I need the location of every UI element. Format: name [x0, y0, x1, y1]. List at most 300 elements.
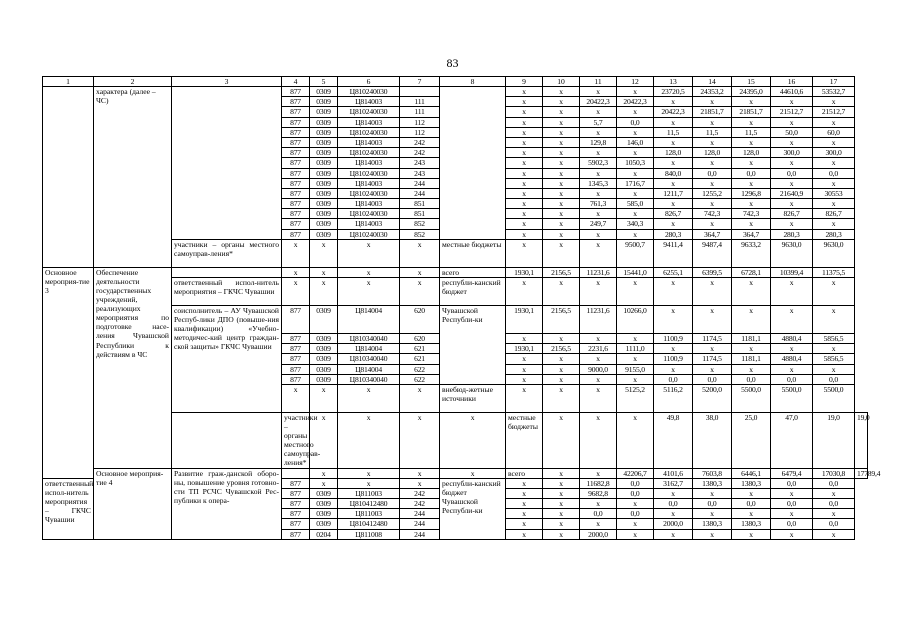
value-cell: x: [543, 384, 580, 412]
value-cell: 280,3: [771, 229, 813, 239]
value-cell: x: [543, 127, 580, 137]
value-cell: x: [693, 278, 732, 306]
code-cell: 243: [400, 168, 440, 178]
value-cell: x: [580, 519, 617, 529]
code-cell: x: [338, 384, 400, 412]
value-cell: 9155,0: [617, 364, 654, 374]
code-cell: 877: [282, 178, 310, 188]
value-cell: 5200,0: [693, 384, 732, 412]
code-cell: 877: [282, 158, 310, 168]
value-cell: x: [580, 412, 617, 468]
value-cell: 0,0: [693, 374, 732, 384]
value-cell: 5500,0: [813, 384, 855, 412]
funding-source-cell: внебюд-жетные источники: [440, 384, 506, 412]
value-cell: x: [693, 488, 732, 498]
code-cell: Ц810412480: [338, 499, 400, 509]
value-cell: x: [732, 117, 771, 127]
value-cell: 24395,0: [732, 87, 771, 97]
value-cell: 1930,1: [506, 306, 543, 334]
value-cell: x: [693, 117, 732, 127]
value-cell: 826,7: [771, 209, 813, 219]
value-cell: x: [654, 199, 693, 209]
value-cell: 11682,8: [580, 478, 617, 488]
value-cell: x: [771, 178, 813, 188]
value-cell: x: [506, 107, 543, 117]
value-cell: 2000,0: [654, 519, 693, 529]
value-cell: 5500,0: [732, 384, 771, 412]
value-cell: 0,0: [813, 499, 855, 509]
code-cell: Ц810412480: [338, 519, 400, 529]
value-cell: x: [543, 488, 580, 498]
code-cell: 877: [282, 364, 310, 374]
code-cell: 0309: [310, 178, 338, 188]
value-cell: x: [617, 148, 654, 158]
column-header: 16: [771, 77, 813, 87]
column-header: 17: [813, 77, 855, 87]
value-cell: 1930,1: [506, 344, 543, 354]
code-cell: 242: [400, 488, 440, 498]
value-cell: x: [506, 488, 543, 498]
table-row: [43, 468, 868, 478]
value-cell: 0,0: [617, 478, 654, 488]
funding-source-cell: местные бюджеты: [440, 239, 506, 267]
value-cell: 17030,8: [813, 468, 855, 478]
value-cell: x: [693, 344, 732, 354]
participant-cell: участники – органы местного самоуправ-ления*: [282, 412, 310, 468]
value-cell: 21851,7: [693, 107, 732, 117]
value-cell: 6255,1: [654, 267, 693, 277]
value-cell: 25,0: [732, 412, 771, 468]
code-cell: x: [310, 239, 338, 267]
code-cell: 877: [282, 488, 310, 498]
code-cell: 0309: [310, 97, 338, 107]
code-cell: x: [400, 239, 440, 267]
value-cell: 2156,5: [543, 344, 580, 354]
value-cell: x: [813, 488, 855, 498]
code-cell: 0309: [310, 188, 338, 198]
code-cell: 244: [400, 509, 440, 519]
value-cell: 0,0: [813, 374, 855, 384]
code-cell: x: [310, 267, 338, 277]
value-cell: x: [580, 168, 617, 178]
code-cell: 877: [282, 209, 310, 219]
value-cell: x: [580, 229, 617, 239]
value-cell: 20422,3: [617, 97, 654, 107]
code-cell: 877: [282, 127, 310, 137]
code-cell: Ц814003: [338, 199, 400, 209]
value-cell: x: [506, 87, 543, 97]
code-cell: Ц814003: [338, 158, 400, 168]
value-cell: x: [732, 488, 771, 498]
value-cell: 11,5: [654, 127, 693, 137]
code-cell: Ц814004: [338, 344, 400, 354]
value-cell: 1345,3: [580, 178, 617, 188]
budget-table: [42, 76, 881, 540]
value-cell: x: [617, 229, 654, 239]
value-cell: x: [654, 488, 693, 498]
value-cell: 761,3: [580, 199, 617, 209]
code-cell: Ц814003: [338, 219, 400, 229]
value-cell: x: [543, 107, 580, 117]
value-cell: 280,3: [654, 229, 693, 239]
value-cell: x: [543, 519, 580, 529]
value-cell: x: [813, 509, 855, 519]
value-cell: x: [543, 137, 580, 147]
column-header: 12: [617, 77, 654, 87]
code-cell: 0309: [310, 519, 338, 529]
value-cell: x: [617, 188, 654, 198]
value-cell: x: [580, 239, 617, 267]
value-cell: 60,0: [813, 127, 855, 137]
event-name-cell: Основное мероприя-тие 4: [94, 468, 172, 539]
value-cell: x: [813, 97, 855, 107]
code-cell: x: [440, 468, 506, 478]
value-cell: 4880,4: [771, 334, 813, 344]
value-cell: x: [813, 364, 855, 374]
value-cell: 249,7: [580, 219, 617, 229]
code-cell: x: [400, 468, 440, 478]
code-cell: Ц811003: [338, 488, 400, 498]
value-cell: 0,0: [617, 509, 654, 519]
code-cell: x: [400, 412, 440, 468]
value-cell: x: [580, 107, 617, 117]
value-cell: x: [617, 107, 654, 117]
funding-source-cell: всего: [506, 468, 543, 478]
value-cell: x: [771, 306, 813, 334]
code-cell: 0309: [310, 509, 338, 519]
value-cell: x: [654, 364, 693, 374]
value-cell: 11375,5: [813, 267, 855, 277]
value-cell: x: [732, 97, 771, 107]
value-cell: x: [506, 137, 543, 147]
code-cell: Ц810340040: [338, 374, 400, 384]
value-cell: x: [543, 239, 580, 267]
value-cell: x: [813, 178, 855, 188]
code-cell: 622: [400, 364, 440, 374]
code-cell: 877: [282, 117, 310, 127]
value-cell: x: [693, 364, 732, 374]
value-cell: x: [543, 412, 580, 468]
value-cell: x: [771, 158, 813, 168]
value-cell: 0,0: [771, 478, 813, 488]
value-cell: 49,8: [654, 412, 693, 468]
value-cell: x: [732, 529, 771, 539]
page-number: 83: [446, 56, 459, 70]
value-cell: 1111,0: [617, 344, 654, 354]
value-cell: 364,7: [693, 229, 732, 239]
code-cell: 852: [400, 229, 440, 239]
value-cell: 9630,0: [771, 239, 813, 267]
funding-source-cell: республи-канский бюджет Чувашской Республи-ки: [440, 478, 506, 539]
code-cell: Ц810240030: [338, 148, 400, 158]
value-cell: 6446,1: [732, 468, 771, 478]
value-cell: 4101,6: [654, 468, 693, 478]
value-cell: 9487,4: [693, 239, 732, 267]
value-cell: x: [654, 278, 693, 306]
value-cell: 1181,1: [732, 334, 771, 344]
value-cell: x: [543, 374, 580, 384]
value-cell: 1380,3: [732, 519, 771, 529]
code-cell: Ц814003: [338, 137, 400, 147]
value-cell: 826,7: [654, 209, 693, 219]
code-cell: 0309: [310, 137, 338, 147]
value-cell: 9633,2: [732, 239, 771, 267]
code-cell: Ц814004: [338, 306, 400, 334]
value-cell: 0,0: [813, 168, 855, 178]
value-cell: x: [732, 509, 771, 519]
value-cell: 6399,5: [693, 267, 732, 277]
value-cell: x: [771, 344, 813, 354]
value-cell: 5116,2: [654, 384, 693, 412]
value-cell: 10266,0: [617, 306, 654, 334]
value-cell: x: [771, 488, 813, 498]
code-cell: 244: [400, 529, 440, 539]
column-header: 13: [654, 77, 693, 87]
value-cell: 5856,5: [813, 354, 855, 364]
value-cell: x: [654, 178, 693, 188]
value-cell: 826,7: [813, 209, 855, 219]
value-cell: x: [617, 127, 654, 137]
value-cell: x: [506, 199, 543, 209]
value-cell: x: [617, 278, 654, 306]
code-cell: x: [440, 412, 506, 468]
value-cell: 0,0: [771, 374, 813, 384]
value-cell: x: [580, 374, 617, 384]
code-cell: 877: [282, 137, 310, 147]
code-cell: x: [338, 278, 400, 306]
value-cell: 2156,5: [543, 306, 580, 334]
value-cell: x: [506, 529, 543, 539]
value-cell: 5500,0: [771, 384, 813, 412]
code-cell: 0309: [310, 87, 338, 97]
value-cell: x: [506, 478, 543, 488]
value-cell: x: [617, 499, 654, 509]
code-cell: x: [338, 239, 400, 267]
event-name-cell: Основное мероприя-тие 3: [43, 267, 94, 478]
code-cell: x: [338, 468, 400, 478]
code-cell: 877: [282, 97, 310, 107]
value-cell: x: [580, 127, 617, 137]
value-cell: x: [506, 127, 543, 137]
value-cell: 9411,4: [654, 239, 693, 267]
value-cell: x: [543, 229, 580, 239]
code-cell: x: [282, 267, 310, 277]
value-cell: 50,0: [771, 127, 813, 137]
value-cell: x: [543, 87, 580, 97]
code-cell: 877: [282, 519, 310, 529]
value-cell: 0,0: [617, 117, 654, 127]
value-cell: 53532,7: [813, 87, 855, 97]
funding-source-cell: Чувашской Республи-ки: [440, 306, 506, 385]
code-cell: 0309: [310, 229, 338, 239]
code-cell: Ц814004: [338, 364, 400, 374]
code-cell: x: [338, 267, 400, 277]
code-cell: Ц814003: [338, 97, 400, 107]
code-cell: 877: [282, 334, 310, 344]
value-cell: 2231,6: [580, 344, 617, 354]
column-header: 11: [580, 77, 617, 87]
value-cell: 5125,2: [617, 384, 654, 412]
value-cell: 9682,8: [580, 488, 617, 498]
value-cell: x: [580, 354, 617, 364]
value-cell: 9000,0: [580, 364, 617, 374]
value-cell: x: [813, 117, 855, 127]
code-cell: 620: [400, 306, 440, 334]
value-cell: x: [771, 97, 813, 107]
participant-cell: участники – органы местного самоуправ-ления*: [172, 239, 282, 267]
value-cell: 1050,3: [617, 158, 654, 168]
value-cell: x: [732, 158, 771, 168]
value-cell: 0,0: [580, 509, 617, 519]
code-cell: x: [310, 468, 338, 478]
value-cell: 0,0: [771, 499, 813, 509]
value-cell: x: [732, 344, 771, 354]
value-cell: 30553: [813, 188, 855, 198]
code-cell: 0204: [310, 529, 338, 539]
value-cell: x: [617, 209, 654, 219]
value-cell: x: [771, 199, 813, 209]
value-cell: x: [693, 199, 732, 209]
code-cell: 0309: [310, 117, 338, 127]
value-cell: x: [813, 199, 855, 209]
value-cell: x: [771, 529, 813, 539]
code-cell: Ц810240030: [338, 188, 400, 198]
code-cell: [400, 87, 440, 97]
column-header: 4: [282, 77, 310, 87]
value-cell: 0,0: [654, 499, 693, 509]
value-cell: 44610,6: [771, 87, 813, 97]
column-header: 15: [732, 77, 771, 87]
participant-cell: ответственный испол-нитель мероприятия – ГКЧС Чувашии: [43, 478, 94, 539]
value-cell: x: [543, 499, 580, 509]
value-cell: x: [813, 306, 855, 334]
code-cell: x: [282, 239, 310, 267]
value-cell: x: [693, 97, 732, 107]
value-cell: x: [543, 97, 580, 107]
value-cell: x: [506, 334, 543, 344]
value-cell: x: [732, 306, 771, 334]
code-cell: 242: [400, 499, 440, 509]
value-cell: 21640,9: [771, 188, 813, 198]
value-cell: 21851,7: [732, 107, 771, 117]
value-cell: x: [506, 209, 543, 219]
value-cell: 5902,3: [580, 158, 617, 168]
code-cell: 242: [400, 137, 440, 147]
participant-cell: соисполнитель – АУ Чувашской Респуб-лики ДПО (повыше-ния квалификации) «Учебно-методичес-кий центр граждан-ской защиты» ГКЧС Чувашии: [172, 306, 282, 413]
code-cell: 877: [282, 509, 310, 519]
value-cell: x: [506, 158, 543, 168]
value-cell: 17789,4: [855, 468, 868, 478]
value-cell: 5856,5: [813, 334, 855, 344]
value-cell: x: [543, 529, 580, 539]
value-cell: x: [543, 188, 580, 198]
value-cell: x: [654, 97, 693, 107]
value-cell: 0,0: [813, 519, 855, 529]
code-cell: x: [338, 412, 400, 468]
code-cell: 0309: [310, 209, 338, 219]
value-cell: x: [693, 178, 732, 188]
value-cell: x: [732, 364, 771, 374]
value-cell: 42206,7: [617, 468, 654, 478]
value-cell: x: [506, 178, 543, 188]
value-cell: x: [506, 509, 543, 519]
value-cell: 840,0: [654, 168, 693, 178]
value-cell: x: [654, 306, 693, 334]
value-cell: 5,7: [580, 117, 617, 127]
value-cell: x: [506, 148, 543, 158]
value-cell: x: [543, 168, 580, 178]
code-cell: Ц810240030: [338, 127, 400, 137]
code-cell: 620: [400, 334, 440, 344]
value-cell: x: [506, 354, 543, 364]
value-cell: x: [813, 137, 855, 147]
value-cell: x: [506, 499, 543, 509]
value-cell: 11231,6: [580, 306, 617, 334]
value-cell: x: [617, 519, 654, 529]
value-cell: x: [771, 364, 813, 374]
value-cell: 1930,1: [506, 267, 543, 277]
value-cell: x: [506, 188, 543, 198]
value-cell: 340,3: [617, 219, 654, 229]
event-description-cell: характера (далее – ЧС): [94, 87, 172, 268]
value-cell: x: [543, 219, 580, 229]
value-cell: x: [771, 219, 813, 229]
code-cell: 0309: [310, 364, 338, 374]
code-cell: 111: [400, 107, 440, 117]
code-cell: 112: [400, 127, 440, 137]
funding-source-cell: местные бюджеты: [506, 412, 543, 468]
code-cell: x: [400, 267, 440, 277]
value-cell: 0,0: [771, 168, 813, 178]
value-cell: x: [617, 529, 654, 539]
value-cell: x: [813, 219, 855, 229]
value-cell: x: [543, 278, 580, 306]
value-cell: x: [771, 509, 813, 519]
code-cell: x: [310, 412, 338, 468]
value-cell: x: [771, 117, 813, 127]
funding-source-cell: всего: [440, 267, 506, 277]
participant-cell: [172, 87, 282, 240]
value-cell: 0,0: [813, 478, 855, 488]
event-description-cell: Развитие граж-данской оборо-ны, повышение уровня готовно-сти ТП РСЧС Чувашской Рес-публики к опера-: [172, 468, 282, 539]
value-cell: x: [617, 374, 654, 384]
value-cell: 300,0: [771, 148, 813, 158]
code-cell: 877: [282, 344, 310, 354]
code-cell: 851: [400, 199, 440, 209]
code-cell: 242: [400, 148, 440, 158]
value-cell: 9630,0: [813, 239, 855, 267]
table-row: [43, 267, 868, 277]
column-header: 7: [400, 77, 440, 87]
value-cell: x: [813, 278, 855, 306]
value-cell: x: [543, 334, 580, 344]
value-cell: 1174,5: [693, 354, 732, 364]
value-cell: x: [543, 509, 580, 519]
code-cell: x: [310, 384, 338, 412]
value-cell: 11231,6: [580, 267, 617, 277]
code-cell: Ц810240030: [338, 229, 400, 239]
code-cell: 877: [282, 478, 310, 488]
value-cell: 364,7: [732, 229, 771, 239]
code-cell: Ц810240030: [338, 168, 400, 178]
code-cell: 0309: [310, 344, 338, 354]
value-cell: 2156,5: [543, 267, 580, 277]
code-cell: 851: [400, 209, 440, 219]
code-cell: 877: [282, 87, 310, 97]
value-cell: x: [580, 278, 617, 306]
code-cell: 621: [400, 344, 440, 354]
value-cell: x: [654, 509, 693, 519]
